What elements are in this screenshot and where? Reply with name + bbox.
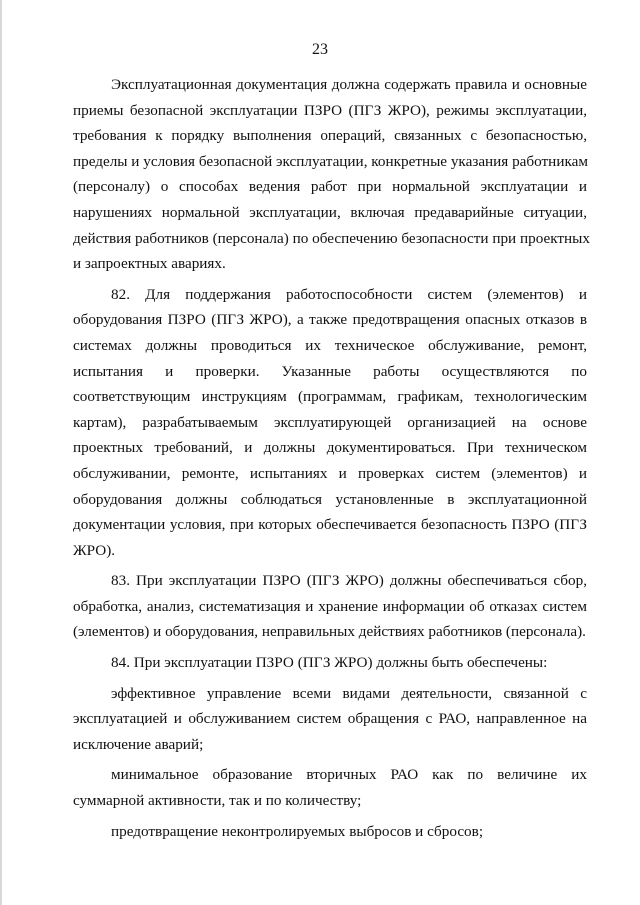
text-line: исключение аварий; [73, 735, 204, 753]
text-line: ЖРО). [73, 541, 116, 559]
list-item-minimal-secondary-rao [73, 762, 587, 813]
text-line: эксплуатацией и обслуживанием систем обращения с РАО, направленное на [73, 710, 587, 728]
text-line: (персоналу) о способах ведения работ при нормальной эксплуатации и [73, 178, 587, 196]
list-item-effective-management [73, 681, 587, 758]
text-line: оборудования ПЗРО (ПГЗ ЖРО), а также предотвращения опасных отказов в [73, 311, 587, 329]
text-line: Эксплуатационная документация должна содержать правила и основные [111, 76, 587, 93]
text-line: суммарной активности, так и по количеству; [73, 792, 362, 810]
text-line: обслуживании, ремонте, испытаниях и проверках систем (элементов) и [73, 464, 587, 482]
text-line: проектных требований, и должны документироваться. При техническом [73, 439, 587, 457]
text-line: действия работников (персонала) по обеспечению безопасности при проектных [73, 229, 590, 247]
paragraph-82 [73, 282, 587, 564]
text-line: (элементов) и оборудования, неправильных действиях работников (персонала). [73, 623, 586, 641]
text-line: предотвращение неконтролируемых выбросов и сбросов; [111, 822, 484, 840]
paragraph-83 [73, 568, 587, 645]
text-line: 84. При эксплуатации ПЗРО (ПГЗ ЖРО) должны быть обеспечены: [111, 654, 548, 672]
text-line: приемы безопасной эксплуатации ПЗРО (ПГЗ ЖРО), режимы эксплуатации, [73, 101, 587, 119]
text-line: оборудования должны соблюдаться установленные в эксплуатационной [73, 490, 587, 508]
document-body [73, 72, 590, 844]
text-line: обработка, анализ, систематизация и хранение информации об отказах систем [73, 597, 587, 615]
paragraph-84 [73, 650, 587, 676]
list-item-prevention-releases [73, 819, 587, 845]
text-line: пределы и условия безопасной эксплуатации, конкретные указания работникам [73, 152, 588, 170]
text-line: системах должны проводиться их техническое обслуживание, ремонт, [73, 336, 587, 354]
text-line: и запроектных авариях. [73, 255, 226, 273]
text-line: нарушениях нормальной эксплуатации, включая предаварийные ситуации, [73, 203, 587, 221]
text-line: эффективное управление всеми видами деятельности, связанной с [111, 684, 587, 702]
text-line: 83. При эксплуатации ПЗРО (ПГЗ ЖРО) должны обеспечиваться сбор, [111, 572, 587, 590]
text-line: требования к порядку выполнения операций, связанных с безопасностью, [73, 127, 587, 145]
text-line: минимальное образование вторичных РАО как по величине их [111, 766, 587, 784]
text-line: 82. Для поддержания работоспособности систем (элементов) и [111, 285, 587, 303]
text-line: картам), разрабатываемым эксплуатирующей организацией на основе [73, 413, 587, 431]
paragraph-operational-documentation [73, 72, 590, 277]
text-line: документации условия, при которых обеспечивается безопасность ПЗРО (ПГЗ [73, 516, 587, 534]
page-number: 23 [312, 41, 328, 58]
text-line: испытания и проверки. Указанные работы осуществляются по [73, 362, 587, 380]
scan-edge [0, 0, 2, 905]
text-line: соответствующим инструкциям (программам, графикам, технологическим [73, 388, 587, 406]
